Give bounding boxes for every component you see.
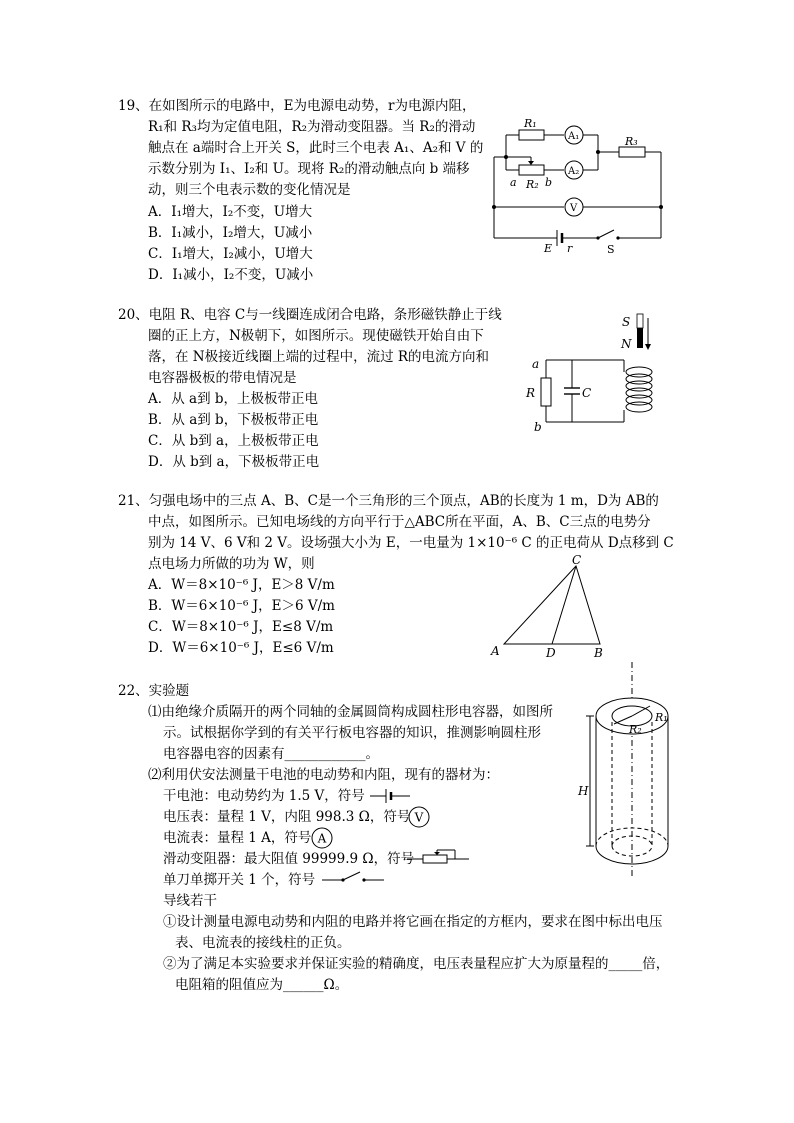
q19-label-a: a xyxy=(510,176,517,189)
q19-label-v: V xyxy=(570,203,578,214)
q22-equip-wires: 导线若干 xyxy=(163,893,217,909)
q19-option-c: C．I₁增大，I₂减小，U增大 xyxy=(148,246,313,262)
switch-symbol-icon xyxy=(322,869,386,887)
q21-label-d: D xyxy=(546,646,556,660)
q22-part2-intro: ⑵利用伏安法测量干电池的电动势和内阻，现有的器材为： xyxy=(148,767,499,783)
q22-equip-rheostat: 滑动变阻器：最大阻值 99999.9 Ω，符号 xyxy=(163,851,415,867)
q19-circuit-figure xyxy=(486,112,676,257)
q20-label-a: a xyxy=(532,357,540,371)
q19-label-r2: R₂ xyxy=(526,178,539,191)
q19-r1-resistor xyxy=(519,130,544,140)
q20-line-4: 电容器极板的带电情况是 xyxy=(148,370,297,386)
q20-line-1: 20、电阻 R、电容 C与一线圈连成闭合电路，条形磁铁静止于线 xyxy=(118,307,502,323)
q20-coil-figure xyxy=(524,308,664,436)
q19-label-r1: R₁ xyxy=(524,117,537,130)
q22-task2-line-2: 电阻箱的阻值应为______Ω。 xyxy=(175,977,349,993)
q22-part1-line-2: 示。试根据你学到的有关平行板电容器的知识，推测影响圆柱形 xyxy=(163,725,541,741)
q22-label-r1: R₁ xyxy=(655,711,668,724)
q19-label-b: b xyxy=(545,176,553,189)
q22-label-h: H xyxy=(578,784,589,798)
q20-label-s: S xyxy=(622,315,631,329)
q19-line-5: 动，则三个电表示数的变化情况是 xyxy=(148,182,351,198)
q19-r2-rheostat xyxy=(519,165,544,175)
q21-option-d: D．W＝6×10⁻⁶ J，E≤6 V/m xyxy=(148,640,334,656)
q21-median-dc xyxy=(552,566,576,644)
q21-line-1: 21、匀强电场中的三点 A、B、C是一个三角形的三个顶点，AB的长度为 1 m，D为 AB的 xyxy=(118,493,659,509)
q19-r3-resistor xyxy=(619,147,645,157)
q19-option-b: B．I₁减小，I₂增大，U减小 xyxy=(148,225,313,241)
q21-option-b: B．W＝6×10⁻⁶ J，E＞6 V/m xyxy=(148,598,335,614)
q20-coil xyxy=(626,367,652,412)
q19-option-a: A．I₁增大，I₂不变，U增大 xyxy=(148,204,313,220)
voltmeter-symbol-label: V xyxy=(414,810,424,825)
q21-line-3: 别为 14 V、6 V和 2 V。设场强大小为 E，一电量为 1×10⁻⁶ C 的正电荷从 D点移到 C xyxy=(148,535,674,551)
q20-resistor xyxy=(541,378,551,406)
q19-line-2: R₁和 R₃均为定值电阻，R₂为滑动变阻器。当 R₂的滑动 xyxy=(148,119,476,135)
q22-task1-line-2: 表、电流表的接线柱的正负。 xyxy=(175,935,351,951)
q22-title: 22、实验题 xyxy=(118,683,190,699)
q22-task1-line-1: ①设计测量电源电动势和内阻的电路并将它画在指定的方框内，要求在图中标出电压 xyxy=(163,914,663,930)
q19-switch xyxy=(598,230,614,238)
q19-label-s: S xyxy=(607,243,615,256)
q20-option-b: B．从 a到 b，下极板带正电 xyxy=(148,412,319,428)
q20-label-c: C xyxy=(582,386,592,400)
q21-label-c: C xyxy=(572,554,582,567)
q21-label-b: B xyxy=(594,646,603,660)
q20-label-n: N xyxy=(621,337,632,351)
q19-label-r3: R₃ xyxy=(625,135,638,148)
q22-equip-battery: 干电池：电动势约为 1.5 V，符号 xyxy=(163,788,365,804)
q22-task2-line-1: ②为了满足本实验要求并保证实验的精确度，电压表量程应扩大为原量程的_____倍， xyxy=(163,956,670,972)
q19-label-a2: A₂ xyxy=(568,166,580,177)
q22-label-r2: R₂ xyxy=(629,723,642,736)
q19-label-a1: A₁ xyxy=(568,131,580,142)
voltmeter-symbol-icon xyxy=(407,805,431,829)
q22-part1-line-3: 电容器电容的因素有____________。 xyxy=(163,746,379,762)
q22-part1-line-1: ⑴由绝缘介质隔开的两个同轴的金属圆筒构成圆柱形电容器，如图所 xyxy=(148,704,553,720)
q19-line-4: 示数分别为 I₁、I₂和 U。现将 R₂的滑动触点向 b 端移 xyxy=(148,161,470,177)
battery-symbol-icon xyxy=(370,787,412,805)
q22-equip-ammeter: 电流表：量程 1 A，符号 xyxy=(163,830,312,846)
q20-line-3: 落，在 N极接近线圈上端的过程中，流过 R的电流方向和 xyxy=(148,349,490,365)
q22-cylinder-figure xyxy=(576,660,696,880)
q20-line-2: 圈的正上方，N极朝下，如图所示。现使磁铁开始自由下 xyxy=(148,328,484,344)
rheostat-symbol-icon xyxy=(407,846,471,866)
q21-triangle-figure xyxy=(486,554,611,660)
ammeter-symbol-icon xyxy=(310,826,334,850)
ammeter-symbol-label: A xyxy=(317,831,327,846)
q21-option-c: C．W＝8×10⁻⁶ J，E≤8 V/m xyxy=(148,619,334,635)
q22-equip-switch: 单刀单掷开关 1 个，符号 xyxy=(163,872,316,888)
q21-line-2: 中点，如图所示。已知电场线的方向平行于△ABC所在平面，A、B、C三点的电势分 xyxy=(148,514,651,530)
q19-option-d: D．I₁减小，I₂不变，U减小 xyxy=(148,267,314,283)
q19-label-r: r xyxy=(567,242,573,255)
q21-label-a: A xyxy=(491,644,500,658)
q20-option-d: D．从 b到 a，下极板带正电 xyxy=(148,454,320,470)
q21-option-a: A．W＝8×10⁻⁶ J，E＞8 V/m xyxy=(148,577,335,593)
q20-label-r: R xyxy=(526,386,536,400)
q20-option-a: A．从 a到 b，上极板带正电 xyxy=(148,391,319,407)
q20-label-b: b xyxy=(534,420,542,434)
q19-line-1: 19、在如图所示的电路中，E为电源电动势，r为电源内阻， xyxy=(118,98,476,114)
q20-option-c: C．从 b到 a，上极板带正电 xyxy=(148,433,319,449)
q21-triangle xyxy=(504,566,600,644)
q19-line-3: 触点在 a端时合上开关 S，此时三个电表 A₁、A₂和 V 的 xyxy=(148,140,484,156)
q22-equip-voltmeter: 电压表：量程 1 V，内阻 998.3 Ω，符号 xyxy=(163,809,411,825)
q19-label-e: E xyxy=(544,242,553,255)
q21-line-4: 点电场力所做的功为 W，则 xyxy=(148,556,315,572)
